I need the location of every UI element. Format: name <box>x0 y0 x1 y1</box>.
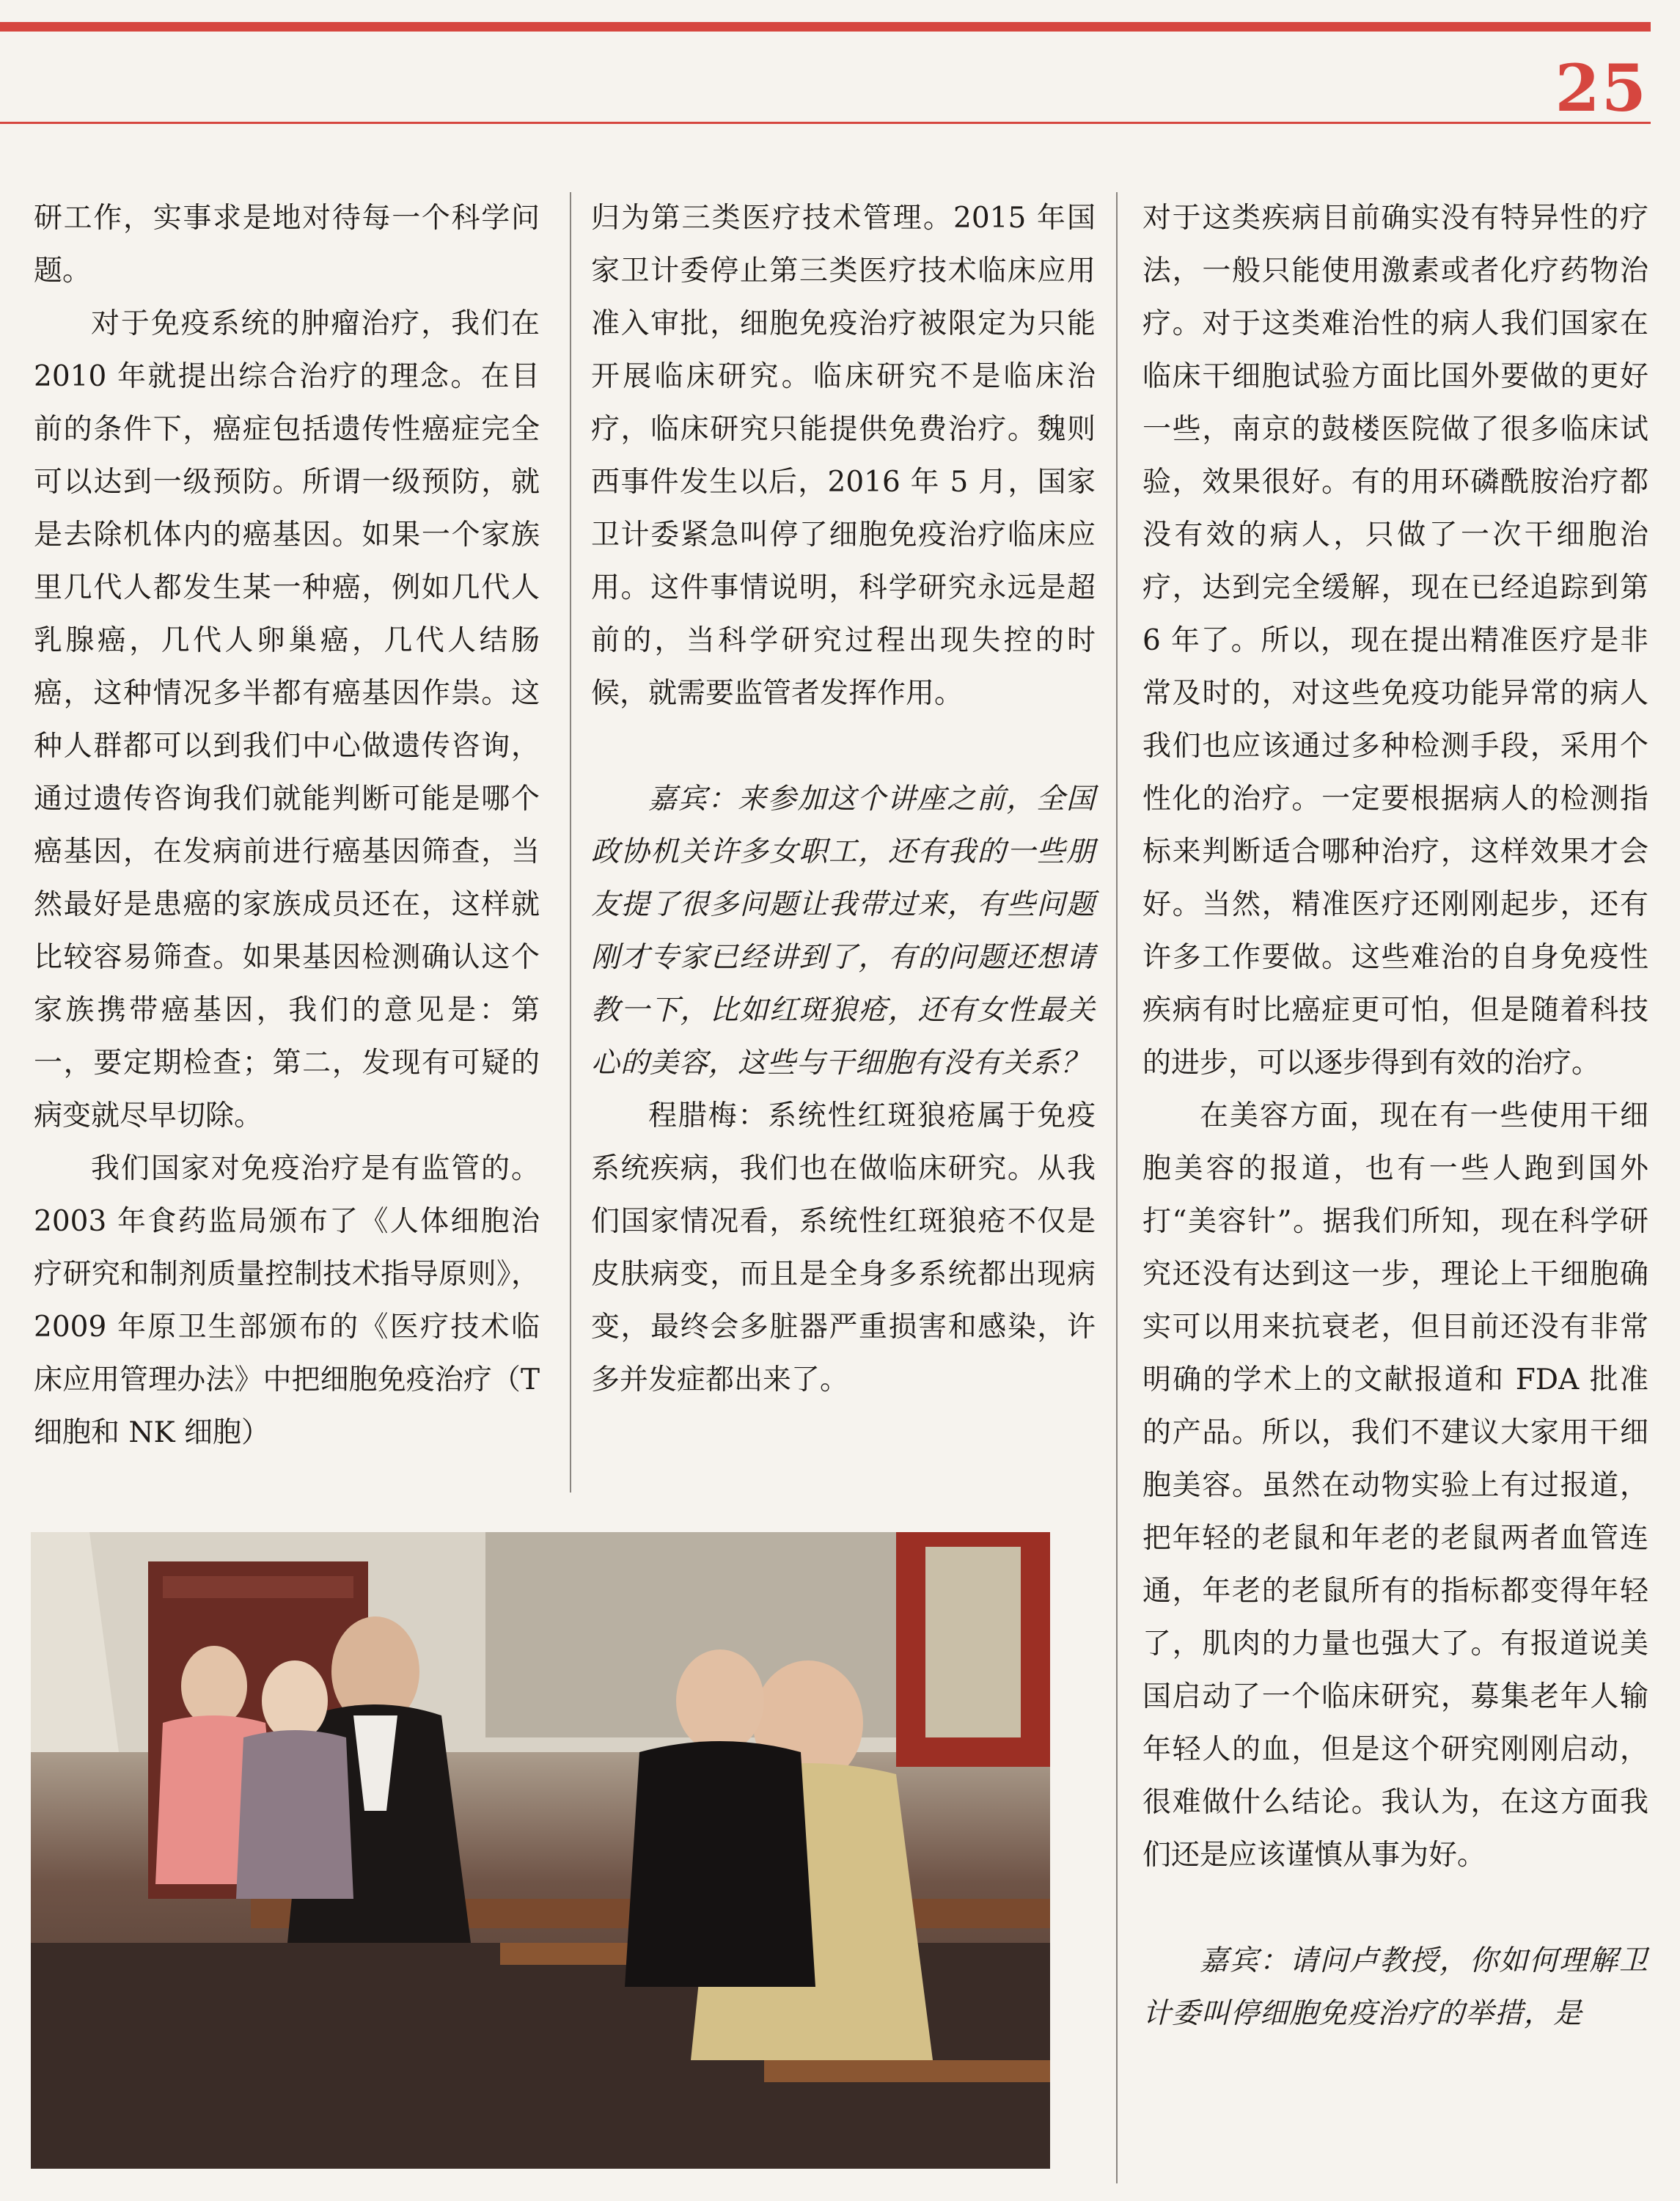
column-divider <box>570 192 571 1493</box>
paragraph: 对于这类疾病目前确实没有特异性的疗法，一般只能使用激素或者化疗药物治疗。对于这类难治性的病人我们国家在临床干细胞试验方面比国外要做的更好一些，南京的鼓楼医院做了很多临床试验，效果很好。有的用环磷酰胺治疗都没有效的病人，只做了一次干细胞治疗，达到完全缓解，现在已经追踪到第 6 年了。所以，现在提出精准医疗是非常及时的，对这些免疫功能异常的病人我们也应该通过多种检测手段，采用个性化的治疗。一定要根据病人的检测指标来判断适合哪种治疗，这样效果才会好。当然，精准医疗还刚刚起步，还有许多工作要做。这些难治的自身免疫性疾病有时比癌症更可怕，但是随着科技的进步，可以逐步得到有效的治疗。 <box>1142 202 1648 1080</box>
paragraph: 我们国家对免疫治疗是有监管的。2003 年食药监局颁布了《人体细胞治疗研究和制剂质量控制技术指导原则》，2009 年原卫生部颁布的《医疗技术临床应用管理办法》中把细胞免疫治疗（T 细胞和 NK 细胞） <box>34 1152 540 1449</box>
paragraph: 归为第三类医疗技术管理。2015 年国家卫计委停止第三类医疗技术临床应用准入审批，细胞免疫治疗被限定为只能开展临床研究。临床研究不是临床治疗，临床研究只能提供免费治疗。魏则西事件发生以后，2016 年 5 月，国家卫计委紧急叫停了细胞免疫治疗临床应用。这件事情说明，科学研究永远是超前的，当科学研究过程出现失控的时候，就需要监管者发挥作用。 <box>591 202 1096 710</box>
guest-question: 嘉宾：请问卢教授，你如何理解卫计委叫停细胞免疫治疗的举措，是 <box>1142 1945 1648 2029</box>
paragraph: 对于免疫系统的肿瘤治疗，我们在 2010 年就提出综合治疗的理念。在目前的条件下，癌症包括遗传性癌症完全可以达到一级预防。所谓一级预防，就是去除机体内的癌基因。如果一个家族里几代人都发生某一种癌，例如几代人乳腺癌，几代人卵巢癌，几代人结肠癌，这种情况多半都有癌基因作祟。这种人群都可以到我们中心做遗传咨询，通过遗传咨询我们就能判断可能是哪个癌基因，在发病前进行癌基因筛查，当然最好是患癌的家族成员还在，这样就比较容易筛查。如果基因检测确认这个家族携带癌基因，我们的意见是：第一，要定期检查；第二，发现有可疑的病变就尽早切除。 <box>34 307 540 1132</box>
paragraph: 在美容方面，现在有一些使用干细胞美容的报道，也有一些人跑到国外打“美容针”。据我们所知，现在科学研究还没有达到这一步，理论上干细胞确实可以用来抗衰老，但目前还没有非常明确的学术上的文献报道和 FDA 批准的产品。所以，我们不建议大家用干细胞美容。虽然在动物实验上有过报道，把年轻的老鼠和年老的老鼠两者血管连通，年老的老鼠所有的指标都变得年轻了，肌肉的力量也强大了。有报道说美国启动了一个临床研究，募集老年人输年轻人的血，但是这个研究刚刚启动，很难做什么结论。我认为，在这方面我们还是应该谨慎从事为好。 <box>1142 1099 1648 1872</box>
paragraph: 研工作，实事求是地对待每一个科学问题。 <box>34 202 540 288</box>
expert-answer: 程腊梅：系统性红斑狼疮属于免疫系统疾病，我们也在做临床研究。从我们国家情况看，系统性红斑狼疮不仅是皮肤病变，而且是全身多系统都出现病变，最终会多脏器严重损害和感染，许多并发症都出来了。 <box>591 1099 1096 1396</box>
article-column-1 <box>34 192 540 1460</box>
column-divider <box>1116 192 1118 2183</box>
article-column-2 <box>591 192 1096 1407</box>
audience-photo-illustration <box>31 1532 1050 2169</box>
audience-photo <box>31 1532 1050 2169</box>
article-column-3 <box>1142 192 1648 2040</box>
page-number: 25 <box>1555 50 1648 126</box>
header-rule-thick <box>0 22 1651 32</box>
header-rule-thin <box>0 122 1651 124</box>
guest-question: 嘉宾：来参加这个讲座之前，全国政协机关许多女职工，还有我的一些朋友提了很多问题让我带过来，有些问题刚才专家已经讲到了，有的问题还想请教一下，比如红斑狼疮，还有女性最关心的美容，这些与干细胞有没有关系？ <box>591 783 1096 1079</box>
